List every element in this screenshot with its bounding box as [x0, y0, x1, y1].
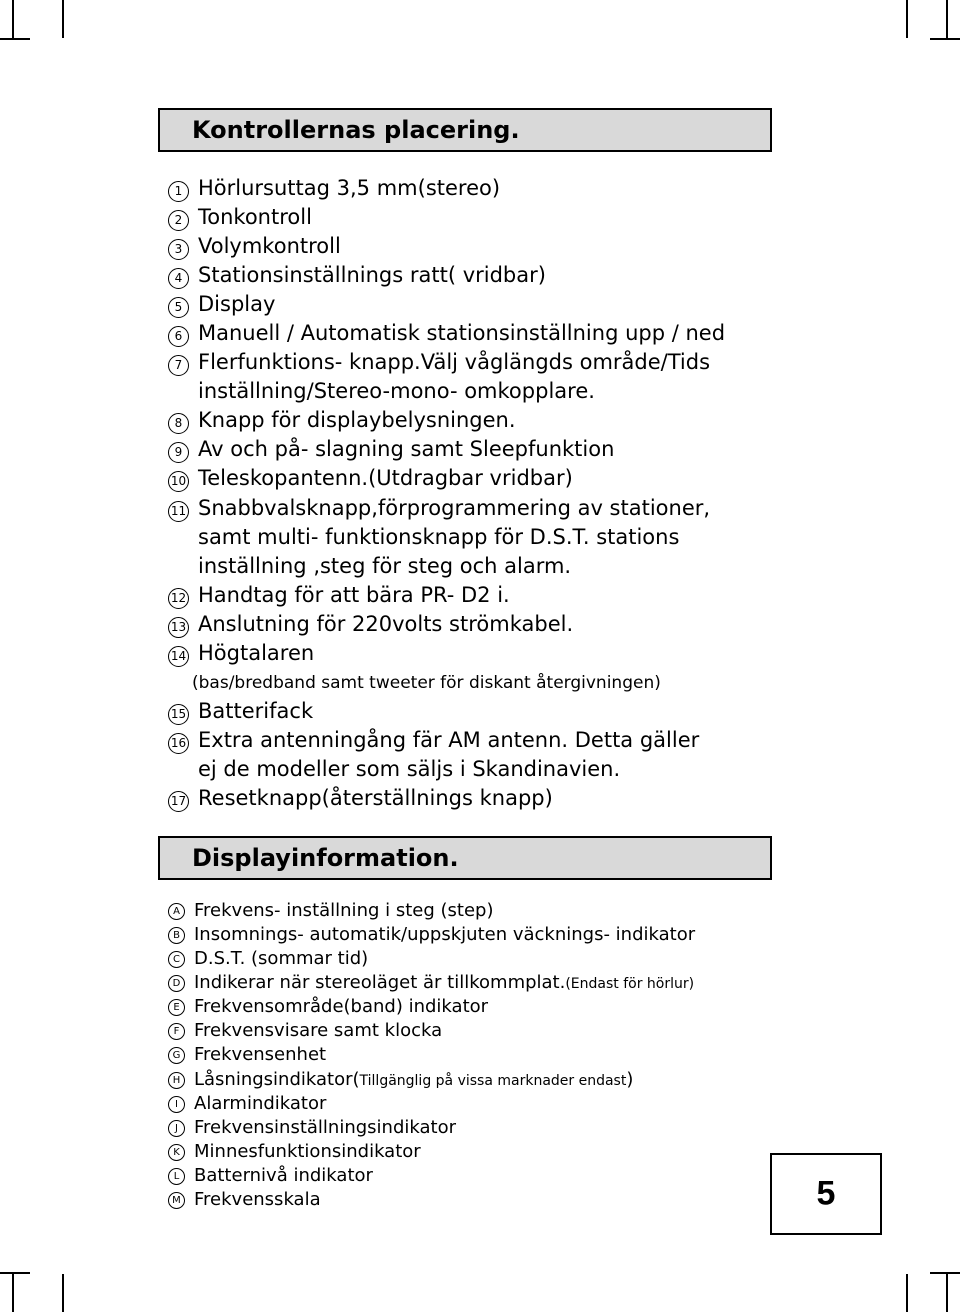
item-text: Teleskopantenn.(Utdragbar vridbar): [198, 466, 573, 490]
item-number: 9: [168, 442, 189, 463]
item-text: Manuell / Automatisk stationsinställning upp / ned: [198, 321, 726, 345]
item-text: Batternivå indikator: [194, 1165, 373, 1186]
item-number: 17: [168, 791, 189, 812]
item-text-continued: inställning ,steg för steg och alarm.: [198, 554, 572, 578]
crop-mark: [12, 0, 14, 38]
item-text: Flerfunktions- knapp.Välj våglängds område/Tids: [198, 350, 711, 374]
item-text: Frekvensenhet: [194, 1044, 327, 1065]
item-letter: A: [168, 903, 185, 920]
item-text: Resetknapp(återställnings knapp): [198, 786, 553, 810]
item-letter: H: [168, 1072, 185, 1089]
item-text: Frekvensvisare samt klocka: [194, 1020, 443, 1041]
item-text: Låsningsindikator(Tillgänglig på vissa marknader endast): [194, 1069, 634, 1090]
crop-mark: [62, 1274, 64, 1312]
item-text: Frekvensinställningsindikator: [194, 1117, 457, 1138]
crop-mark: [12, 1274, 14, 1312]
item-text: Batterifack: [198, 699, 314, 723]
section-heading-controls: Kontrollernas placering.: [158, 108, 772, 152]
item-number: 16: [168, 733, 189, 754]
item-text: Hörlursuttag 3,5 mm(stereo): [198, 176, 501, 200]
page-number-box: [770, 1153, 882, 1235]
item-text: Frekvensskala: [194, 1189, 321, 1210]
section-heading-display: Displayinformation.: [158, 836, 772, 880]
item-number: 8: [168, 413, 189, 434]
item-text: Frekvens- inställning i steg (step): [194, 900, 494, 921]
item-text: Högtalaren: [198, 641, 315, 665]
item-text-continued: samt multi- funktionsknapp för D.S.T. stations: [198, 525, 680, 549]
item-number: 10: [168, 471, 189, 492]
item-number: 14: [168, 646, 189, 667]
item-letter: E: [168, 999, 185, 1016]
item-letter: J: [168, 1120, 185, 1137]
item-letter: L: [168, 1168, 185, 1185]
crop-mark: [0, 1272, 30, 1274]
item-text: D.S.T. (sommar tid): [194, 948, 369, 969]
item-letter: D: [168, 975, 185, 992]
item-number: 1: [168, 181, 189, 202]
crop-mark: [906, 1274, 908, 1312]
item-letter: B: [168, 927, 185, 944]
crop-mark: [946, 0, 948, 38]
item-text: Volymkontroll: [198, 234, 341, 258]
item-letter: C: [168, 951, 185, 968]
item-number: 5: [168, 297, 189, 318]
crop-mark: [946, 1274, 948, 1312]
item-text: Snabbvalsknapp,förprogrammering av stationer,: [198, 496, 711, 520]
item-number: 3: [168, 239, 189, 260]
item-number: 12: [168, 588, 189, 609]
item-number: 4: [168, 268, 189, 289]
item-note: (bas/bredband samt tweeter för diskant återgivningen): [192, 673, 661, 693]
item-number: 6: [168, 326, 189, 347]
crop-mark: [62, 0, 64, 38]
item-text: Indikerar när stereoläget är tillkommplat.(Endast för hörlur): [194, 972, 695, 993]
item-text: Handtag för att bära PR- D2 i.: [198, 583, 510, 607]
item-text: Stationsinställnings ratt( vridbar): [198, 263, 546, 287]
item-text: Frekvensområde(band) indikator: [194, 996, 489, 1017]
crop-mark: [0, 38, 30, 40]
item-text-continued: inställning/Stereo-mono- omkopplare.: [198, 379, 595, 403]
crop-mark: [906, 0, 908, 38]
item-text: Display: [198, 292, 276, 316]
item-text: Extra antenningång fär AM antenn. Detta gäller: [198, 728, 700, 752]
item-text: Anslutning för 220volts strömkabel.: [198, 612, 574, 636]
item-text: Knapp för displaybelysningen.: [198, 408, 516, 432]
item-number: 7: [168, 355, 189, 376]
item-text: Minnesfunktionsindikator: [194, 1141, 421, 1162]
item-text: Alarmindikator: [194, 1093, 327, 1114]
crop-mark: [930, 1272, 960, 1274]
item-letter: I: [168, 1096, 185, 1113]
item-number: 2: [168, 210, 189, 231]
item-text: Insomnings- automatik/uppskjuten väcknings- indikator: [194, 924, 696, 945]
item-number: 13: [168, 617, 189, 638]
page-number: 5: [816, 1174, 836, 1213]
item-letter: K: [168, 1144, 185, 1161]
crop-mark: [930, 38, 960, 40]
item-text-continued: ej de modeller som säljs i Skandinavien.: [198, 757, 621, 781]
item-number: 11: [168, 501, 189, 522]
item-number: 15: [168, 704, 189, 725]
item-letter: M: [168, 1192, 185, 1209]
item-text: Tonkontroll: [198, 205, 312, 229]
item-text: Av och på- slagning samt Sleepfunktion: [198, 437, 615, 461]
item-letter: G: [168, 1047, 185, 1064]
item-letter: F: [168, 1023, 185, 1040]
